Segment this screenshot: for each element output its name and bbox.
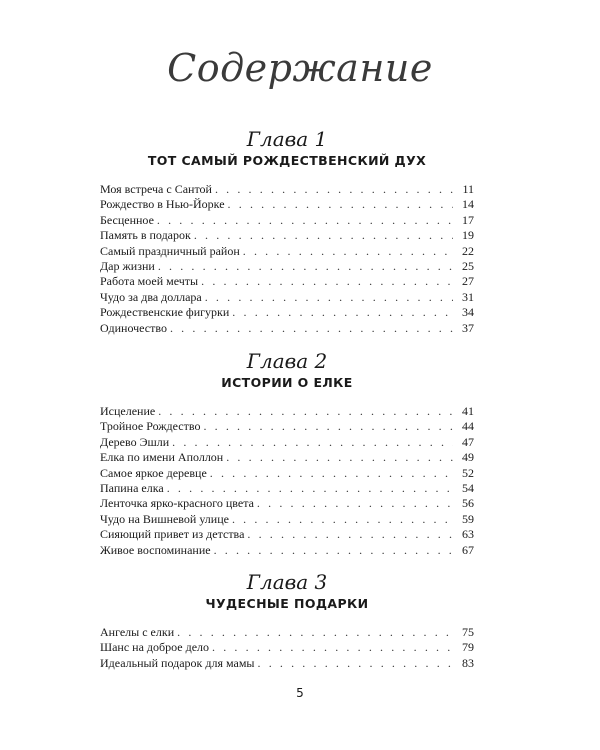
toc-entry-page: 83: [462, 655, 474, 670]
toc-entry-title: Работа моей мечты: [100, 274, 199, 289]
toc-entry[interactable]: [100, 496, 474, 511]
dot-leader: [177, 625, 453, 640]
toc-entry-page: 44: [462, 419, 474, 434]
chapter-1: [100, 128, 474, 336]
toc-entry-page: 63: [462, 527, 474, 542]
dot-leader: [226, 450, 453, 465]
dot-leader: [243, 244, 453, 259]
toc-entry[interactable]: [100, 656, 474, 671]
toc-entry-page: 22: [462, 243, 474, 258]
dot-leader: [167, 481, 453, 496]
toc-entry[interactable]: [100, 244, 474, 259]
toc-entry-page: 54: [462, 480, 474, 495]
toc-entry-page: 37: [462, 320, 474, 335]
dot-leader: [232, 512, 453, 527]
toc-list: [100, 182, 474, 336]
toc-entry-title: Дерево Эшли: [100, 434, 170, 449]
toc-list: [100, 625, 474, 671]
page-title: Содержание: [167, 46, 433, 90]
chapter-subtitle: ИСТОРИИ О ЕЛКЕ: [221, 375, 353, 390]
chapter-subtitle: ЧУДЕСНЫЕ ПОДАРКИ: [205, 596, 369, 611]
toc-entry-title: Шанс на доброе дело: [100, 640, 210, 655]
toc-entry[interactable]: [100, 305, 474, 320]
toc-entry-title: Ангелы с елки: [100, 625, 175, 639]
dot-leader: [158, 259, 453, 274]
toc-entry[interactable]: [100, 435, 474, 450]
toc-entry-page: 56: [462, 496, 474, 511]
toc-entry-page: 19: [462, 228, 474, 243]
toc-entry[interactable]: [100, 274, 474, 289]
toc-entry-page: 47: [462, 434, 474, 449]
toc-entry-title: Исцеление: [100, 404, 156, 418]
dot-leader: [212, 640, 453, 655]
chapter-heading: Глава 1: [246, 127, 328, 151]
toc-entry-title: Идеальный подарок для мамы: [100, 655, 255, 670]
toc-entry[interactable]: [100, 197, 474, 212]
chapter-2: [100, 350, 474, 558]
toc-entry-title: Одиночество: [100, 320, 167, 335]
dot-leader: [258, 656, 454, 671]
chapter-heading: Глава 3: [246, 570, 328, 594]
dot-leader: [257, 496, 453, 511]
toc-entry-title: Самый праздничный район: [100, 243, 240, 258]
dot-leader: [170, 321, 453, 336]
toc-entry[interactable]: [100, 419, 474, 434]
toc-entry-page: 25: [462, 258, 474, 273]
toc-list: [100, 404, 474, 558]
dot-leader: [172, 435, 453, 450]
toc-entry-title: Живое воспоминание: [100, 542, 211, 557]
toc-entry[interactable]: [100, 481, 474, 496]
toc-entry-title: Рождество в Нью-Йорке: [100, 197, 225, 212]
chapter-heading: Глава 2: [246, 349, 328, 373]
dot-leader: [157, 213, 453, 228]
dot-leader: [214, 543, 453, 558]
toc-entry-title: Дар жизни: [100, 258, 155, 273]
toc-entry-page: 17: [462, 212, 474, 227]
page-number: 5: [296, 686, 304, 700]
toc-entry[interactable]: [100, 640, 474, 655]
toc-entry-title: Бесценное: [100, 212, 154, 227]
toc-entry-title: Рождественские фигурки: [100, 305, 230, 320]
dot-leader: [194, 228, 453, 243]
toc-entry-page: 49: [462, 450, 474, 465]
dot-leader: [247, 527, 453, 542]
toc-entry-page: 31: [462, 289, 474, 304]
toc-entry[interactable]: [100, 543, 474, 558]
dot-leader: [232, 305, 453, 320]
dot-leader: [228, 197, 453, 212]
dot-leader: [210, 466, 453, 481]
toc-entry-title: Папина елка: [100, 480, 164, 495]
toc-entry-title: Чудо за два доллара: [100, 289, 202, 304]
toc-entry[interactable]: [100, 228, 474, 243]
dot-leader: [158, 404, 453, 419]
toc-entry[interactable]: [100, 182, 474, 197]
toc-entry[interactable]: [100, 259, 474, 274]
toc-entry[interactable]: [100, 290, 474, 305]
toc-entry-page: 79: [462, 640, 474, 655]
chapter-subtitle: ТОТ САМЫЙ РОЖДЕСТВЕНСКИЙ ДУХ: [147, 153, 427, 168]
toc-entry-page: 41: [462, 404, 474, 418]
toc-entry[interactable]: [100, 466, 474, 481]
toc-entry[interactable]: [100, 213, 474, 228]
toc-entry-page: 34: [462, 305, 474, 320]
toc-entry-page: 59: [462, 511, 474, 526]
toc-entry-title: Елка по имени Аполлон: [100, 450, 224, 465]
toc-entry-title: Память в подарок: [100, 228, 191, 243]
chapter-3: [100, 571, 474, 671]
toc-entry[interactable]: [100, 527, 474, 542]
toc-entry-page: 14: [462, 197, 474, 212]
toc-entry[interactable]: [100, 321, 474, 336]
toc-entry-title: Моя встреча с Сантой: [100, 182, 212, 196]
toc-entry-page: 52: [462, 465, 474, 480]
toc-entry-title: Сияющий привет из детства: [100, 527, 245, 542]
toc-entry-title: Тройное Рождество: [100, 419, 201, 434]
toc-entry[interactable]: [100, 625, 474, 640]
dot-leader: [205, 290, 453, 305]
toc-entry-title: Чудо на Вишневой улице: [100, 511, 229, 526]
toc-entry-page: 75: [462, 625, 474, 639]
dot-leader: [201, 274, 453, 289]
toc-entry-page: 27: [462, 274, 474, 289]
toc-entry[interactable]: [100, 512, 474, 527]
dot-leader: [203, 419, 453, 434]
toc-entry-title: Ленточка ярко-красного цвета: [100, 496, 254, 511]
toc-entry-page: 11: [462, 182, 474, 196]
toc-entry-title: Самое яркое деревце: [100, 465, 207, 480]
toc-entry[interactable]: [100, 450, 474, 465]
toc-entry-page: 67: [462, 542, 474, 557]
toc-entry[interactable]: [100, 404, 474, 419]
dot-leader: [215, 182, 453, 197]
